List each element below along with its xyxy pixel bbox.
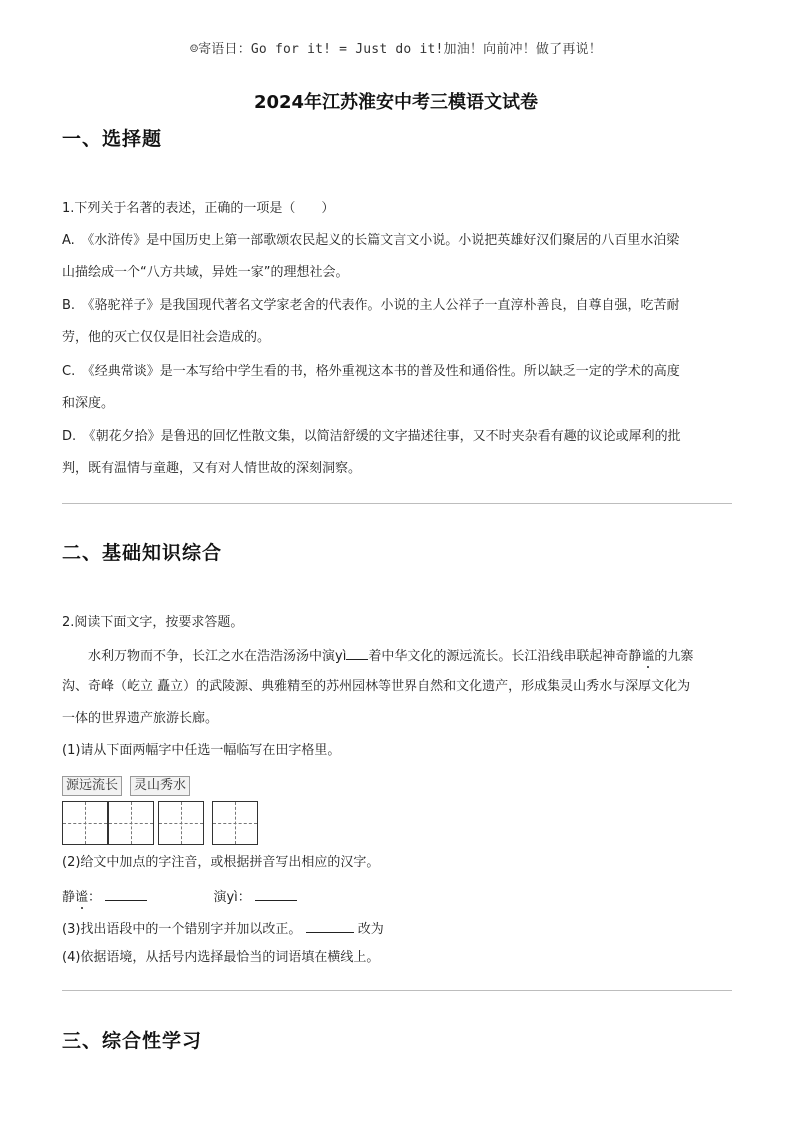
option-d-line1: D. 《朝花夕拾》是鲁迅的回忆性散文集，以简洁舒缓的文字描述往事，又不时夹杂看有趣的议论或犀利的批 <box>62 429 681 444</box>
option-a-line1: A. 《水浒传》是中国历史上第一部歌颂农民起义的长篇文言文小说。小说把英雄好汉们聚居的八百里水泊梁 <box>62 233 680 248</box>
sub-question-3-text: (3)找出语段中的一个错别字并加以改正。 <box>62 922 302 937</box>
sub-question-3-suffix: 改为 <box>357 922 384 937</box>
option-b-line2: 劳，他的灭亡仅仅是旧社会造成的。 <box>62 330 271 345</box>
calligraphy-sample-1: 源远流长 <box>62 776 122 796</box>
answer-blank[interactable] <box>306 918 354 933</box>
section-heading-basics: 二、基础知识综合 <box>62 542 223 564</box>
section-heading-choice: 一、选择题 <box>62 128 163 150</box>
motto-line: ☺寄语日：Go for it! = Just do it!加油！向前冲！做了再说！ <box>190 42 602 57</box>
answer-blank[interactable] <box>255 886 297 901</box>
fill-label-a-colon: ： <box>88 890 102 905</box>
dotted-character: 谧 <box>641 649 655 664</box>
fill-label-a: 静 <box>62 890 76 905</box>
section-divider <box>62 990 732 991</box>
option-d-line2: 判，既有温情与童趣，又有对人情世故的深刻洞察。 <box>62 461 362 476</box>
writing-grid-cell[interactable] <box>212 801 258 845</box>
fill-label-b: 演yì： <box>213 890 251 905</box>
passage-line-1 <box>62 646 758 666</box>
answer-blank[interactable] <box>346 646 368 660</box>
passage-text: 着中华文化的源远流长。长江沿线串联起神奇静 <box>368 649 642 664</box>
dotted-character: 谧 <box>75 890 89 905</box>
option-a-line2: 山描绘成一个“八方共域，异姓一家”的理想社会。 <box>62 265 349 280</box>
passage-text: 水利万物而不争，长江之水在浩浩汤汤中演yì <box>88 649 347 664</box>
section-heading-comprehensive: 三、综合性学习 <box>62 1030 203 1052</box>
writing-grid-cell[interactable] <box>108 801 154 845</box>
question-2-stem: 2.阅读下面文字，按要求答题。 <box>62 615 244 630</box>
sub-question-1: (1)请从下面两幅字中任选一幅临写在田字格里。 <box>62 743 341 758</box>
calligraphy-sample-2: 灵山秀水 <box>130 776 190 796</box>
sub-question-2: (2)给文中加点的字注音，或根据拼音写出相应的汉字。 <box>62 855 380 870</box>
writing-grid-cell[interactable] <box>158 801 204 845</box>
option-c-line2: 和深度。 <box>62 396 115 411</box>
option-c-line1: C. 《经典常谈》是一本写给中学生看的书，格外重视这本书的普及性和通俗性。所以缺乏一定的学术的高度 <box>62 364 680 379</box>
writing-grid-cell[interactable] <box>62 801 108 845</box>
sub-question-3 <box>62 918 732 939</box>
question-1-stem: 1.下列关于名著的表述，正确的一项是（ ） <box>62 201 335 216</box>
fill-in-row <box>62 886 732 907</box>
passage-line-3: 一体的世界遗产旅游长廊。 <box>62 711 219 726</box>
option-b-line1: B. 《骆驼祥子》是我国现代著名文学家老舍的代表作。小说的主人公祥子一直淳朴善良，自尊自强，吃苦耐 <box>62 298 680 313</box>
passage-text: 的九寨 <box>654 649 694 664</box>
passage-line-2: 沟、奇峰（屹立 矗立）的武陵源、典雅精至的苏州园林等世界自然和文化遗产，形成集灵山秀水与深厚文化为 <box>62 679 691 694</box>
answer-blank[interactable] <box>105 886 147 901</box>
sub-question-4: (4)依据语境，从括号内选择最恰当的词语填在横线上。 <box>62 950 380 965</box>
page-title: 2024年江苏淮安中考三模语文试卷 <box>253 92 539 113</box>
section-divider <box>62 503 732 504</box>
